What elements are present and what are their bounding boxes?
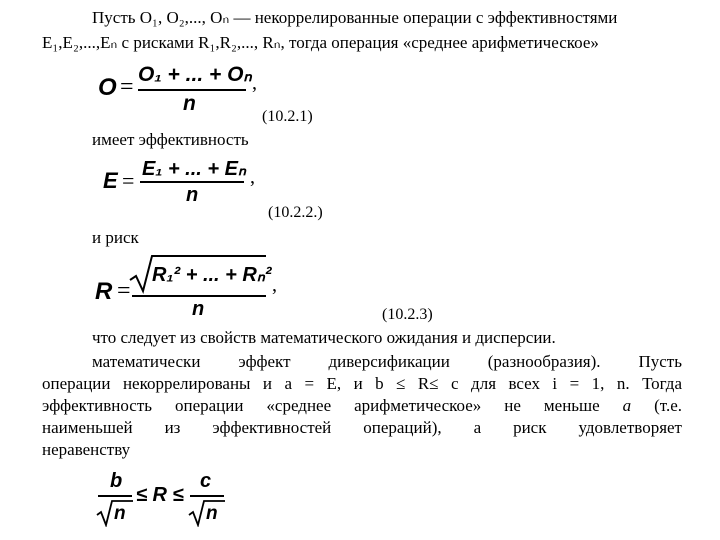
formula1-comma: , bbox=[252, 72, 257, 94]
formula3-radicand: R₁² + ... + Rₙ² bbox=[152, 264, 272, 286]
formula2-denominator: n bbox=[186, 184, 199, 206]
formula2-comma: , bbox=[250, 166, 255, 188]
formula4-left-denominator: n bbox=[114, 503, 126, 524]
formula1-denominator: n bbox=[183, 92, 196, 115]
formula3-denominator: n bbox=[192, 298, 205, 320]
paragraph2-line4: наименьшей из эффективностей операций), а риск удовлетворяет bbox=[42, 418, 682, 437]
paragraph1-line1: Пусть O₁, O₂,..., Oₙ — некоррелированные операции с эффективностями bbox=[92, 8, 618, 27]
formula4-right-denominator: n bbox=[206, 503, 218, 524]
paragraph2-line3-start: эффективность операции «среднее арифметическое» не меньше bbox=[42, 396, 623, 415]
formula1-number: (10.2.1) bbox=[262, 108, 313, 125]
formula1-equals: = bbox=[120, 74, 134, 100]
paragraph1-line2: E₁,E₂,...,Eₙ с рисками R₁,R₂,..., Rₙ, тогда операция «среднее арифметическое» bbox=[42, 33, 599, 52]
formula3-lhs: R bbox=[95, 278, 113, 305]
paragraph2-line3 bbox=[42, 396, 682, 416]
formula4-right-fraction-bar bbox=[190, 495, 224, 497]
text-efficiency: имеет эффективность bbox=[92, 130, 249, 149]
formula2-numerator: E₁ + ... + Eₙ bbox=[142, 158, 246, 180]
formula2-number: (10.2.2.) bbox=[268, 204, 323, 221]
formula1-fraction-bar bbox=[138, 89, 246, 91]
formula2-equals: = bbox=[122, 168, 135, 193]
formula3-equals: = bbox=[117, 278, 131, 304]
formula2-lhs: E bbox=[103, 168, 118, 193]
formula1-lhs: O bbox=[98, 74, 117, 101]
formula1-numerator: O₁ + ... + Oₙ bbox=[138, 63, 252, 86]
formula2-fraction-bar bbox=[140, 181, 244, 183]
text-risk: и риск bbox=[92, 228, 139, 247]
formula3-number: (10.2.3) bbox=[382, 306, 433, 323]
formula4-right-numerator: c bbox=[200, 470, 212, 492]
paragraph2-line2: операции некоррелированы и a = E, и b ≤ R≤ c для всех i = 1, n. Тогда bbox=[42, 374, 682, 393]
paragraph2-line3-var-a: a bbox=[622, 396, 632, 415]
formula4-left-fraction-bar bbox=[98, 495, 132, 497]
formula3-fraction-bar bbox=[132, 295, 266, 297]
paragraph2-line5: неравенству bbox=[42, 440, 131, 459]
paragraph2-line1: математически эффект диверсификации (разнообразия). Пусть bbox=[92, 352, 682, 371]
text-follows: что следует из свойств математического ожидания и дисперсии. bbox=[92, 328, 556, 347]
formula3-comma: , bbox=[272, 274, 277, 296]
formula4-middle: ≤ R ≤ bbox=[136, 484, 184, 506]
paragraph2-line3-end: (т.е. bbox=[631, 396, 682, 415]
formula4-left-numerator: b bbox=[110, 470, 123, 492]
